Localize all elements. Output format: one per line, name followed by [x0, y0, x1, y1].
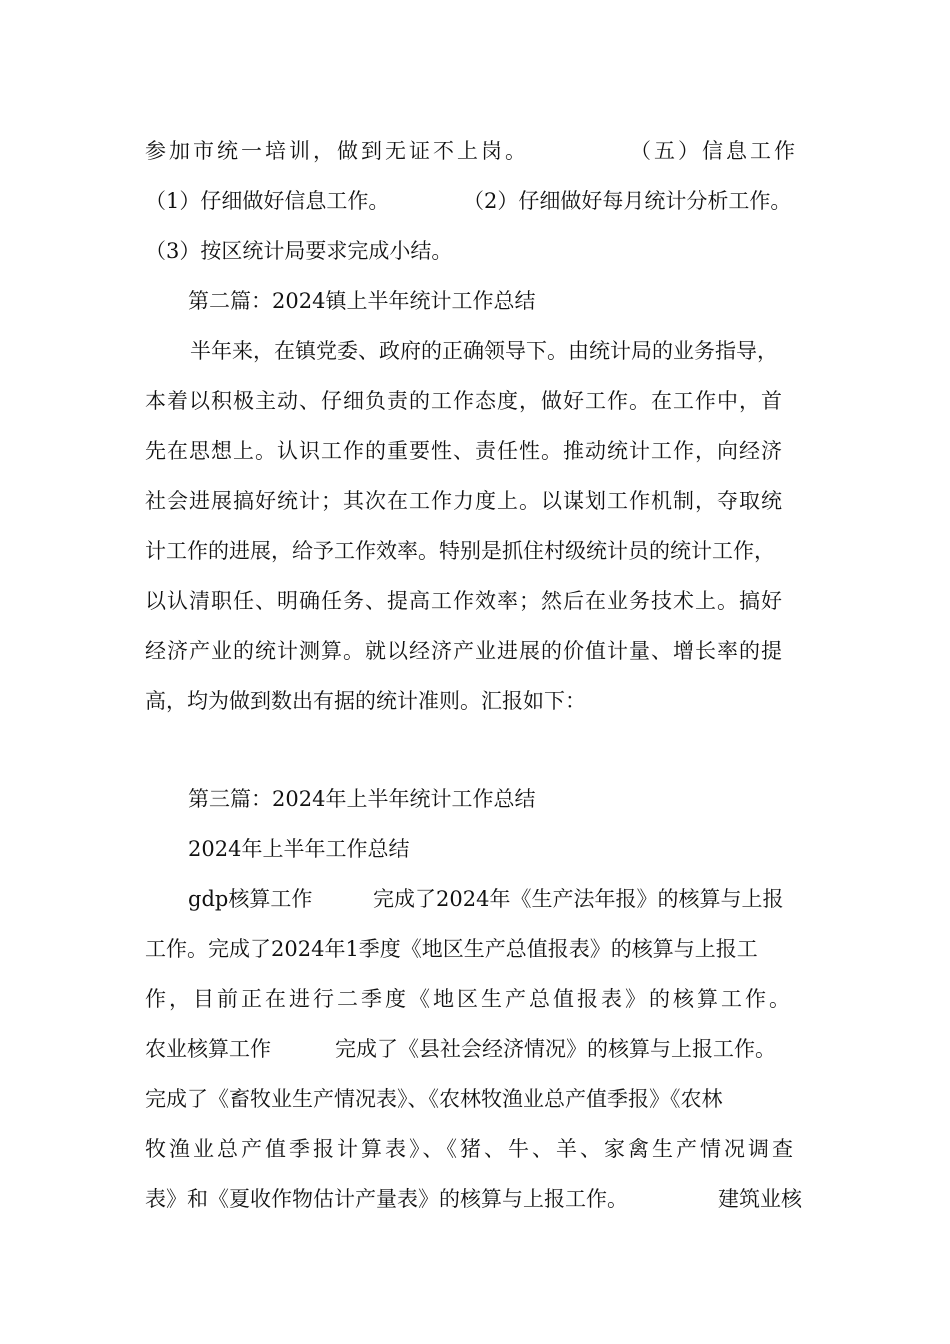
section-heading [0, 283, 950, 319]
text-segment: 高，均为做到数出有据的统计准则。汇报如下： [145, 689, 586, 713]
text-line [0, 533, 950, 569]
text-segment: 半年来，在镇党委、政府的正确领导下。由统计局的业务指导， [190, 339, 778, 363]
text-segment: 建筑业核 [718, 1187, 802, 1211]
text-line [0, 683, 950, 719]
text-line [0, 483, 950, 519]
text-segment: 完成了《县社会经济情况》的核算与上报工作。 [335, 1037, 776, 1061]
text-segment: 工作。完成了2024年1季度《地区生产总值报表》的核算与上报工 [145, 937, 758, 961]
text-segment: 参加市统一培训，做到无证不上岗。 [145, 139, 529, 163]
text-line [0, 881, 950, 917]
text-segment: （3）按区统计局要求完成小结。 [145, 239, 453, 263]
text-segment: 本着以积极主动、仔细负责的工作态度，做好工作。在工作中，首 [145, 389, 783, 413]
text-segment: （2）仔细做好每月统计分析工作。 [463, 189, 792, 213]
text-line [0, 1031, 950, 1067]
text-line [0, 1131, 950, 1167]
text-segment: 以认清职任、明确任务、提高工作效率；然后在业务技术上。搞好 [145, 589, 783, 613]
text-segment: 完成了《畜牧业生产情况表》、《农林牧渔业总产值季报》《农林 [145, 1087, 723, 1111]
text-segment: 第二篇：2024镇上半年统计工作总结 [188, 289, 536, 313]
text-line [0, 233, 950, 269]
text-segment: 2024年上半年工作总结 [188, 837, 410, 861]
text-line [0, 633, 950, 669]
text-segment: 作，目前正在进行二季度《地区生产总值报表》的核算工作。 [145, 987, 793, 1011]
text-line [0, 831, 950, 867]
text-line [0, 981, 950, 1017]
text-segment: 先在思想上。认识工作的重要性、责任性。推动统计工作，向经济 [145, 439, 783, 463]
text-segment: 牧渔业总产值季报计算表》、《猪、牛、羊、家禽生产情况调查 [145, 1137, 796, 1161]
section-heading [0, 781, 950, 817]
text-line [0, 383, 950, 419]
text-segment: （五）信息工作 [630, 139, 798, 163]
text-segment: 计工作的进展，给予工作效率。特别是抓住村级统计员的统计工作， [145, 539, 775, 563]
text-segment: （1）仔细做好信息工作。 [145, 189, 390, 213]
text-line [0, 133, 950, 169]
text-line [0, 1181, 950, 1217]
text-line [0, 433, 950, 469]
text-segment: 完成了2024年《生产法年报》的核算与上报 [373, 887, 784, 911]
text-line [0, 183, 950, 219]
text-line [0, 333, 950, 369]
text-segment: 表》和《夏收作物估计产量表》的核算与上报工作。 [145, 1187, 628, 1211]
text-segment: 社会进展搞好统计；其次在工作力度上。以谋划工作机制，夺取统 [145, 489, 783, 513]
text-segment: 经济产业的统计测算。就以经济产业进展的价值计量、增长率的提 [145, 639, 783, 663]
text-segment: gdp核算工作 [188, 887, 313, 911]
text-line [0, 1081, 950, 1117]
text-segment: 农业核算工作 [145, 1037, 271, 1061]
text-line [0, 931, 950, 967]
text-segment: 第三篇：2024年上半年统计工作总结 [188, 787, 536, 811]
text-line [0, 583, 950, 619]
